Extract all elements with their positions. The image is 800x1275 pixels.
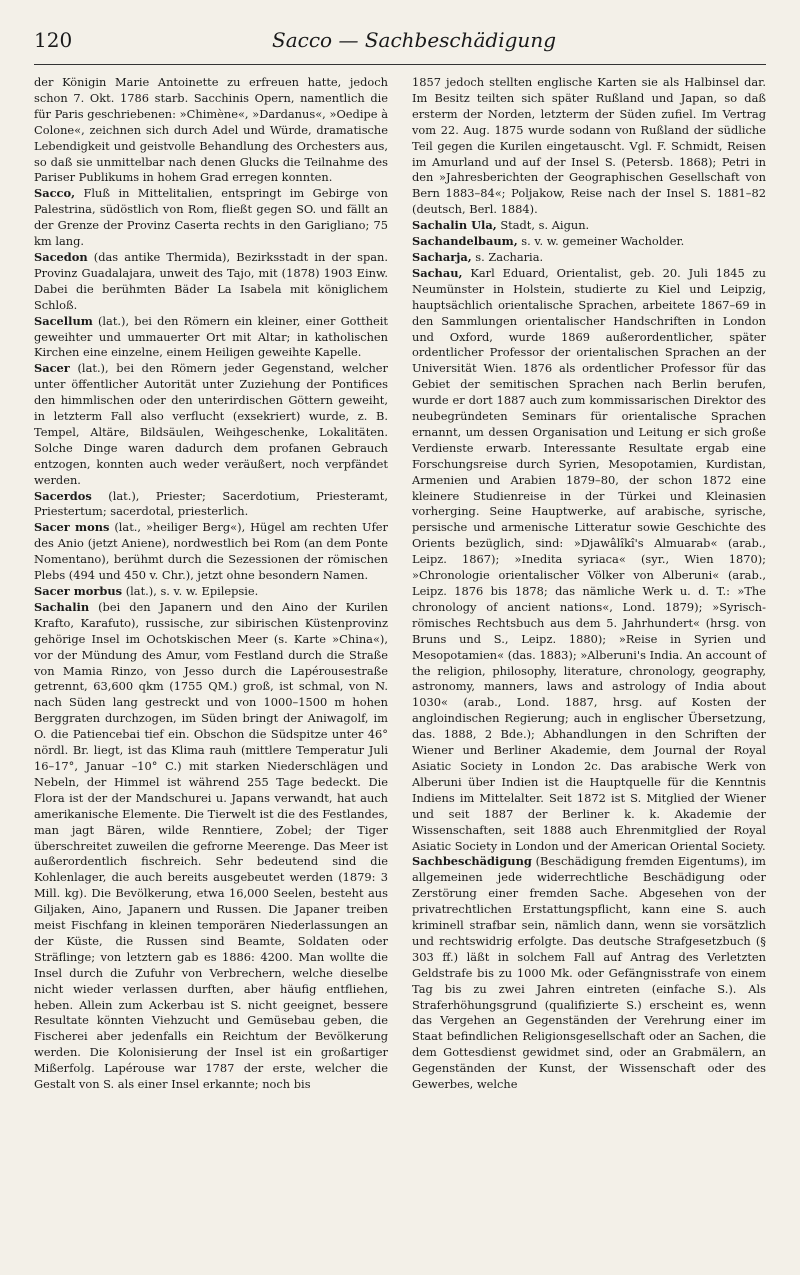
- entry-text: Stadt, s. Aigun.: [496, 218, 590, 233]
- right-column: [412, 75, 766, 1093]
- entry-term: Sachandelbaum,: [412, 234, 518, 249]
- entry-paragraph: [412, 854, 766, 1093]
- entry-text: (das antike Thermida), Bezirksstadt in der span. Provinz Guadalajara, unweit des Tajo, mit (1878) 1903 Einw. Dabei die berühmten Bäder La Isabela mit königlichem Schloß.: [34, 249, 388, 312]
- entry-text: Karl Eduard, Orientalist, geb. 20. Juli 1845 zu Neumünster in Holstein, studierte zu Kiel und Leipzig, hauptsächlich orientalische Sprachen, arbeitete 1867–69 in den Sammlungen orientalischer Handschriften in London und Oxford, wurde 1869 außerordentlicher, später ordentlicher Professor der orientalischen Sprachen an der Universität Wien. 1876 als ordentlicher Professor für das Gebiet der semitischen Sprachen nach Berlin berufen, wurde er dort 1887 auch zum kommissarischen Direktor des neubegründeten Seminars für orientalische Sprachen ernannt, um dessen Organisation und Leitung er sich große Verdienste erwarb. Interessante Resultate ergab eine Forschungsreise durch Syrien, Mesopotamien, Kurdistan, Armenien und Arabien 1879–80, der schon 1872 eine kleinere Studienreise in der Türkei und Kleinasien vorherging. Seine Hauptwerke, auf arabische, syrische, persische und armenische Litteratur sowie Geschichte des Orients bezüglich, sind: »Djawâlîkî's Almuarab« (arab., Leipz. 1867); »Inedita syriaca« (syr., Wien 1870); »Chronologie orientalischer Völker von Alberuni« (arab., Leipz. 1876 bis 1878; das nämliche Werk u. d. T.: »The chronology of ancient nations«, Lond. 1879); »Syrisch-römisches Rechtsbuch aus dem 5. Jahrhundert« (hrsg. von Bruns und S., Leipz. 1880); »Reise in Syrien und Mesopotamien« (das. 1883); »Alberuni's India. An account of the religion, philosophy, literature, chronology, geography, astronomy, manners, laws and astrology of India about 1030« (arab., Lond. 1887, hrsg. auf Kosten der angloindischen Regierung; auch in englischer Übersetzung, das. 1888, 2 Bde.); Abhandlungen in den Schriften der Wiener und Berliner Akademie, dem Journal der Royal Asiatic Society in London 2c. Das arabische Werk von Alberuni über Indien ist die Hauptquelle für die Kenntnis Indiens im Mittelalter. Seit 1872 ist S. Mitglied der Wiener und seit 1887 der Berliner k. k. Akademie der Wissenschaften, seit 1888 auch Ehrenmitglied der Royal Asiatic Society in London und der American Oriental Society.: [412, 265, 766, 853]
- entry-paragraph: [412, 234, 766, 250]
- entry-term: Sacer: [34, 361, 70, 376]
- entry-paragraph: [412, 266, 766, 855]
- entry-paragraph: [34, 75, 388, 186]
- entry-term: Sacer morbus: [34, 584, 123, 598]
- entry-term: Sacer mons: [34, 520, 110, 535]
- entry-paragraph: [412, 75, 766, 218]
- text-columns: [34, 75, 766, 1093]
- entry-paragraph: [34, 186, 388, 250]
- entry-paragraph: [412, 218, 766, 234]
- entry-paragraph: [34, 314, 388, 362]
- page-number: 120: [34, 28, 73, 52]
- entry-text: (lat.), Priester; Sacerdotium, Priesteramt, Priestertum; sacerdotal, priesterlich.: [34, 488, 388, 519]
- entry-text: (Beschädigung fremden Eigentums), im allgemeinen jede widerrechtliche Beschädigung oder Zerstörung einer fremden Sache. Abgesehen von der privatrechtlichen Erstattungspflicht, kann eine S. auch kriminell strafbar sein, nämlich dann, wenn sie vorsätzlich und rechtswidrig erfolgte. Das deutsche Strafgesetzbuch (§ 303 ff.) läßt in solchem Fall auf Antrag des Verletzten Geldstrafe bis zu 1000 Mk. oder Gefängnisstrafe von einem Tag bis zu zwei Jahren eintreten (einfache S.). Als Straferhöhungsgrund (qualifizierte S.) erscheint es, wenn das Vergehen an Gegenständen der Verehrung einer im Staat befindlichen Religionsgesellschaft oder an Sachen, die dem Gottesdienst gewidmet sind, oder an Grabmälern, an Gegenständen der Kunst, der Wissenschaft oder des Gewerbes, welche: [412, 854, 766, 1092]
- entry-term: Sacellum: [34, 313, 93, 328]
- entry-paragraph: [34, 489, 388, 521]
- entry-text: 1857 jedoch stellten englische Karten sie als Halbinsel dar. Im Besitz teilten sich später Rußland und Japan, so daß ersterm der Norden, letzterm der Süden zufiel. Im Vertrag vom 22. Aug. 1875 wurde sodann von Rußland der südliche Teil gegen die Kurilen eingetauscht. Vgl. F. Schmidt, Reisen im Amurland und auf der Insel S. (Petersb. 1868); Petri in den »Jahresberichten der Geographischen Gesellschaft von Bern 1883–84«; Poljakow, Reise nach der Insel S. 1881–82 (deutsch, Berl. 1884).: [412, 75, 766, 217]
- entry-text: (lat., »heiliger Berg«), Hügel am rechten Ufer des Anio (jetzt Aniene), nordwestlich bei Rom (an dem Ponte Nomentano), berühmt durch die Sezessionen der römischen Plebs (494 und 450 v. Chr.), jetzt ohne besondern Namen.: [34, 520, 388, 583]
- entry-term: Sachau,: [412, 265, 463, 280]
- entry-term: Sachbeschädigung: [412, 854, 532, 869]
- entry-text: (lat.), bei den Römern ein kleiner, einer Gottheit geweihter und ummauerter Ort mit Altar; in katholischen Kirchen eine einzelne, einem Heiligen geweihte Kapelle.: [34, 313, 388, 360]
- entry-text: s. Zacharia.: [471, 249, 544, 264]
- entry-term: Sacco,: [34, 186, 76, 201]
- entry-text: s. v. w. gemeiner Wacholder.: [517, 234, 685, 249]
- entry-paragraph: [34, 520, 388, 584]
- left-column: [34, 75, 388, 1093]
- entry-paragraph: [34, 584, 388, 600]
- entry-text: (bei den Japanern und den Aino der Kurilen Krafto, Karafuto), russische, zur sibirischen Küstenprovinz gehörige Insel im Ochotskischen Meer (s. Karte »China«), vor der Mündung des Amur, vom Festland durch die Straße von Mamia Rinzo, von Jesso durch die Lapérousestraße getrennt, 63,600 qkm (1755 QM.) groß, ist schmal, von N. nach Süden lang gestreckt und von 1000–1500 m hohen Berggraten durchzogen, im Süden bringt der Aniwagolf, im O. die Patiencebai tief ein. Obschon die Südspitze unter 46° nördl. Br. liegt, ist das Klima rauh (mittlere Temperatur Juli 16–17°, Januar –10° C.) mit starken Niederschlägen und Nebeln, der Himmel ist während 255 Tage bedeckt. Die Flora ist der der Mandschurei u. Japans verwandt, hat auch amerikanische Elemente. Die Tierwelt ist die des Festlandes, man jagt Bären, wilde Renntiere, Zobel; der Tiger überschreitet zuweilen die gefrorne Meerenge. Das Meer ist außerordentlich fischreich. Sehr bedeutend sind die Kohlenlager, die auch bereits ausgebeutet werden (1879: 3 Mill. kg). Die Bevölkerung, etwa 16,000 Seelen, besteht aus Giljaken, Aino, Japanern und Russen. Die Japaner treiben meist Fischfang in kleinen temporären Niederlassungen an der Küste, die Russen sind Beamte, Soldaten oder Sträflinge; von letztern gab es 1886: 4200. Man wollte die Insel durch die Zufuhr von Verbrechern, welche dieselbe nicht wieder verlassen durften, aber häufig entfliehen, heben. Allein zum Ackerbau ist S. nicht geeignet, bessere Resultate könnten Viehzucht und Gemüsebau geben, die Fischerei aber jedenfalls ein Reichtum der Bevölkerung werden. Die Kolonisierung der Insel ist ein großartiger Mißerfolg. Lapérouse war 1787 der erste, welcher die Gestalt von S. als einer Insel erkannte; noch bis: [34, 599, 388, 1092]
- header-rule: [34, 64, 766, 65]
- entry-text: der Königin Marie Antoinette zu erfreuen hatte, jedoch schon 7. Okt. 1786 starb. Sacchinis Opern, namentlich die für Paris geschriebenen: »Chimène«, »Dardanus«, »Oedipe à Colone«, zeichnen sich durch Adel und Würde, dramatische Lebendigkeit und geistvolle Behandlung des Orchesters aus, so daß sie unmittelbar nach denen Glucks die Teilnahme des Pariser Publikums in hohem Grad erregen konnten.: [34, 75, 388, 185]
- entry-text: Fluß in Mittelitalien, entspringt im Gebirge von Palestrina, südöstlich von Rom, fließt gegen SO. und fällt an der Grenze der Provinz Caserta rechts in den Garigliano; 75 km lang.: [34, 186, 388, 249]
- entry-term: Sacedon: [34, 249, 88, 264]
- entry-paragraph: [34, 600, 388, 1093]
- page-header: [34, 28, 766, 62]
- entry-term: Sacerdos: [34, 488, 92, 503]
- entry-paragraph: [412, 250, 766, 266]
- entry-term: Sacharja,: [412, 249, 472, 264]
- entry-paragraph: [34, 250, 388, 314]
- running-title: Sacco — Sachbeschädigung: [272, 28, 556, 52]
- entry-text: (lat.), s. v. w. Epilepsie.: [122, 584, 259, 598]
- entry-term: Sachalin: [34, 599, 90, 614]
- entry-text: (lat.), bei den Römern jeder Gegenstand, welcher unter öffentlicher Autorität unter Zuziehung der Pontifices den himmlischen oder den unterirdischen Göttern geweiht, in letzterm Fall also verflucht (exsekriert) wurde, z. B. Tempel, Altäre, Bildsäulen, Weihgeschenke, Lokalitäten. Solche Dinge waren dadurch dem profanen Gebrauch entzogen, konnten auch weder veräußert, noch verpfändet werden.: [34, 361, 388, 487]
- entry-term: Sachalin Ula,: [412, 218, 497, 233]
- entry-paragraph: [34, 361, 388, 488]
